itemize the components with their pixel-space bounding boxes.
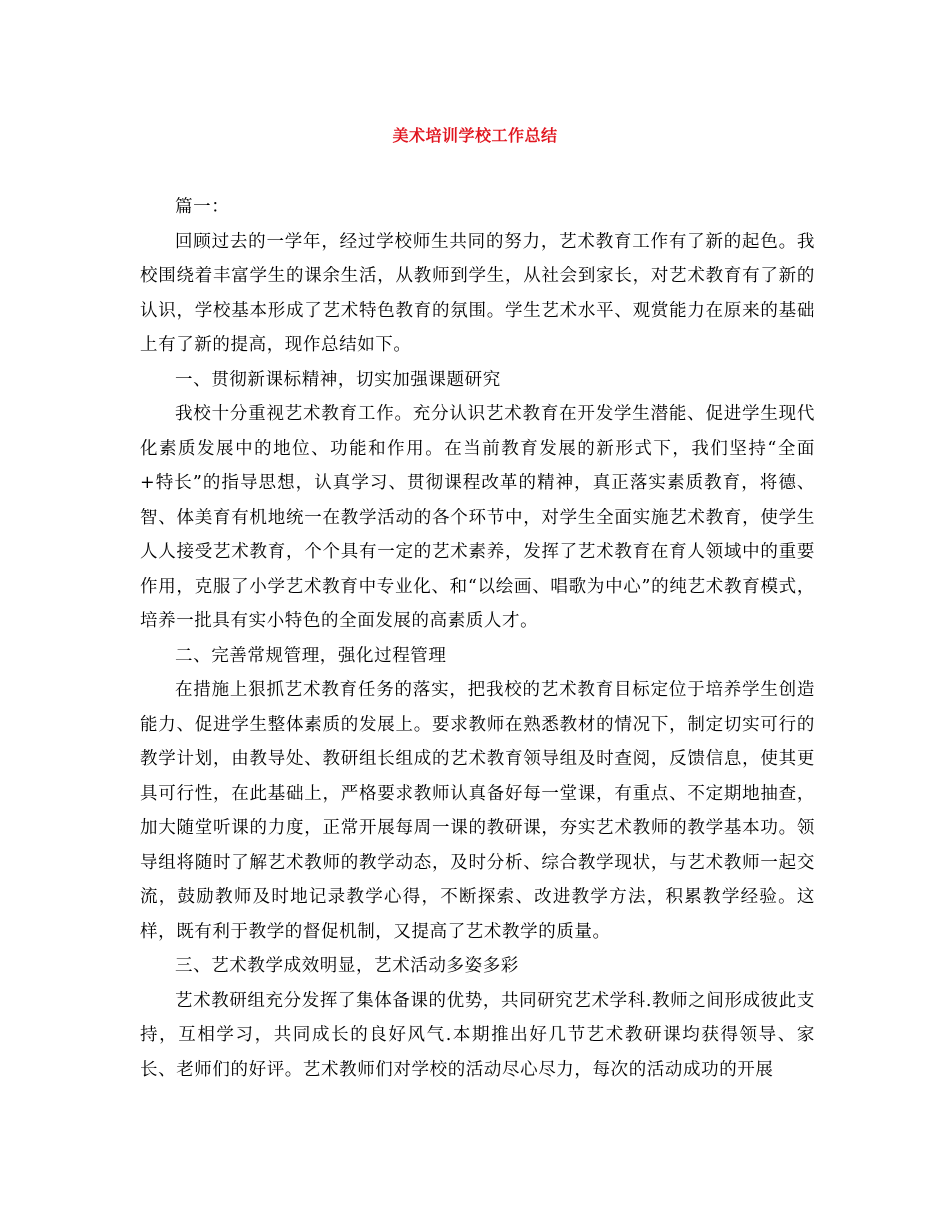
intro-paragraph: 回顾过去的一学年，经过学校师生共同的努力，艺术教育工作有了新的起色。我校围绕着丰富学生的课余生活，从教师到学生，从社会到家长，对艺术教育有了新的认识，学校基本形成了艺术特色教育的氛围。学生艺术水平、观赏能力在原来的基础上有了新的提高，现作总结如下。 (140, 231, 815, 355)
section-3-paragraph: 艺术教研组充分发挥了集体备课的优势，共同研究艺术学科.教师之间形成彼此支持，互相学习，共同成长的良好风气.本期推出好几节艺术教研课均获得领导、家长、老师们的好评。艺术教师们对学校的活动尽心尽力，每次的活动成功的开展 (140, 990, 815, 1080)
section-1-paragraph: 我校十分重视艺术教育工作。充分认识艺术教育在开发学生潜能、促进学生现代化素质发展中的地位、功能和作用。在当前教育发展的新形式下，我们坚持“全面+特长”的指导思想，认真学习、贯彻课程改革的精神，真正落实素质教育，将德、智、体美育有机地统一在教学活动的各个环节中，对学生全面实施艺术教育，使学生人人接受艺术教育，个个具有一定的艺术素养，发挥了艺术教育在育人领域中的重要作用，克服了小学艺术教育中专业化、和“以绘画、唱歌为中心”的纯艺术教育模式，培养一批具有实小特色的全面发展的高素质人才。 (140, 404, 815, 631)
section-heading-2: 二、完善常规管理，强化过程管理 (175, 645, 447, 666)
document-body (140, 190, 815, 1087)
section-heading-1: 一、贯彻新课标精神，切实加强课题研究 (175, 369, 501, 390)
document-title: 美术培训学校工作总结 (392, 126, 558, 145)
section-heading-3: 三、艺术教学成效明显，艺术活动多姿多彩 (175, 956, 519, 976)
section-2-paragraph: 在措施上狠抓艺术教育任务的落实，把我校的艺术教育目标定位于培养学生创造能力、促进学生整体素质的发展上。要求教师在熟悉教材的情况下，制定切实可行的教学计划，由教导处、教研组长组成的艺术教育领导组及时查阅，反馈信息，使其更具可行性，在此基础上，严格要求教师认真备好每一堂课，有重点、不定期地抽查，加大随堂听课的力度，正常开展每周一课的教研课，夯实艺术教师的教学基本功。领导组将随时了解艺术教师的教学动态，及时分析、综合教学现状，与艺术教师一起交流，鼓励教师及时地记录教学心得，不断探索、改进教学方法，积累教学经验。这样，既有利于教学的督促机制，又提高了艺术教学的质量。 (140, 680, 815, 942)
section-label: 篇一： (175, 197, 230, 217)
